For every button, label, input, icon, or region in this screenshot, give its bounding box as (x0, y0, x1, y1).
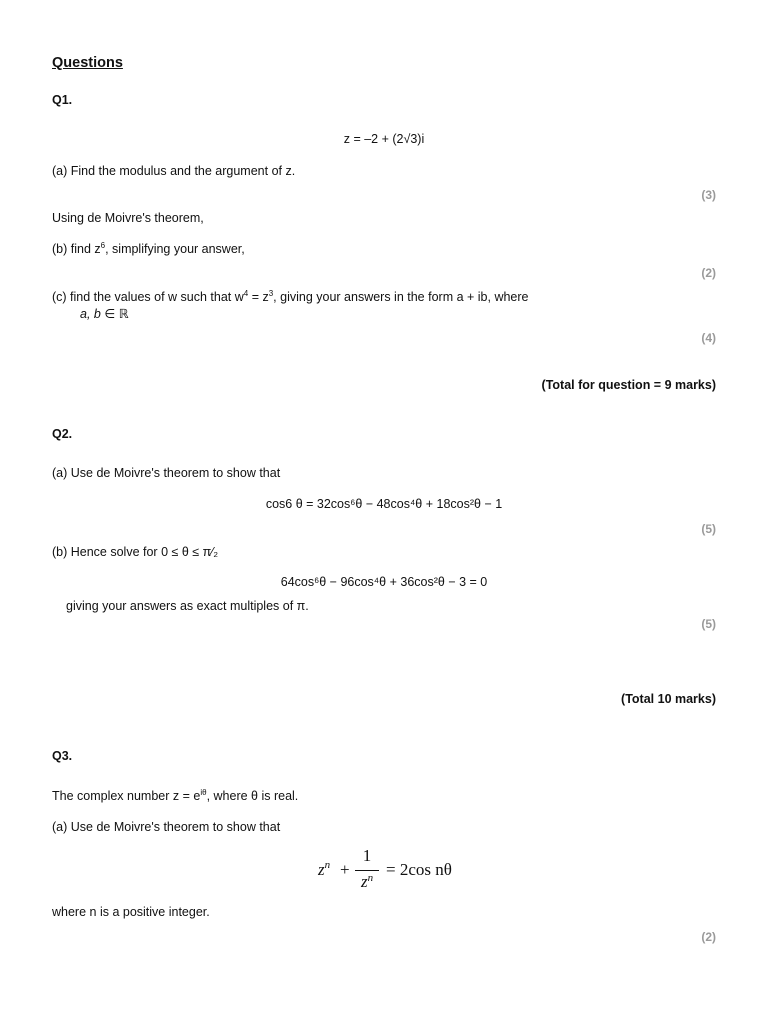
q2-part-a: (a) Use de Moivre's theorem to show that (52, 466, 281, 480)
q3-intro: The complex number $z = e^{i\theta}$, where θ is real. (52, 788, 299, 803)
q1-part-c: (c) find the values of w such that $w^4 = z^3$, giving your answers in the form a + ib, where (52, 289, 529, 304)
question-3-label: Q3. (52, 749, 73, 763)
page-title: Questions (52, 55, 123, 71)
q2-part-b: (b) Hence solve for 0 ≤ θ ≤ π⁄₂ (52, 545, 219, 559)
q1-part-c-line2: a, b ∈ ℝ (80, 307, 129, 321)
q1-intro: Using de Moivre's theorem, (52, 211, 204, 225)
q3-a-marks: (2) (701, 930, 716, 944)
q1-total: (Total for question = 9 marks) (541, 378, 716, 392)
q1-a-marks: (3) (701, 188, 716, 202)
q3-where: where n is a positive integer. (52, 905, 210, 919)
formula-plus: + (340, 860, 350, 879)
fraction-bar (355, 870, 379, 871)
q1-formula: z = –2 + (2√3)i (343, 132, 425, 146)
question-2-label: Q2. (52, 427, 73, 441)
q2-a-marks: (5) (701, 522, 716, 536)
q2-b-formula: 64cos⁶θ − 96cos⁴θ + 36cos²θ − 3 = 0 (280, 575, 488, 589)
q2-a-formula: cos6 θ = 32cos⁶θ − 48cos⁴θ + 18cos²θ − 1 (265, 497, 503, 511)
question-1-label: Q1. (52, 93, 73, 107)
q1-c-marks: (4) (701, 331, 716, 345)
q3-formula (318, 846, 458, 894)
formula-rhs: = 2cos nθ (386, 860, 452, 879)
q2-b-marks: (5) (701, 617, 716, 631)
q1-b-marks: (2) (701, 266, 716, 280)
q1-part-b: (b) find $z^6$, simplifying your answer, (52, 241, 245, 256)
q3-part-a: (a) Use de Moivre's theorem to show that (52, 820, 281, 834)
formula-numerator: 1 (362, 846, 372, 865)
formula-denominator: $z^n$ (360, 872, 374, 891)
q1-part-a: (a) Find the modulus and the argument of z. (52, 164, 296, 178)
q2-total: (Total 10 marks) (621, 692, 716, 706)
formula-z: $z^n$ (318, 859, 331, 879)
q2-b-note: giving your answers as exact multiples of π. (66, 599, 309, 613)
